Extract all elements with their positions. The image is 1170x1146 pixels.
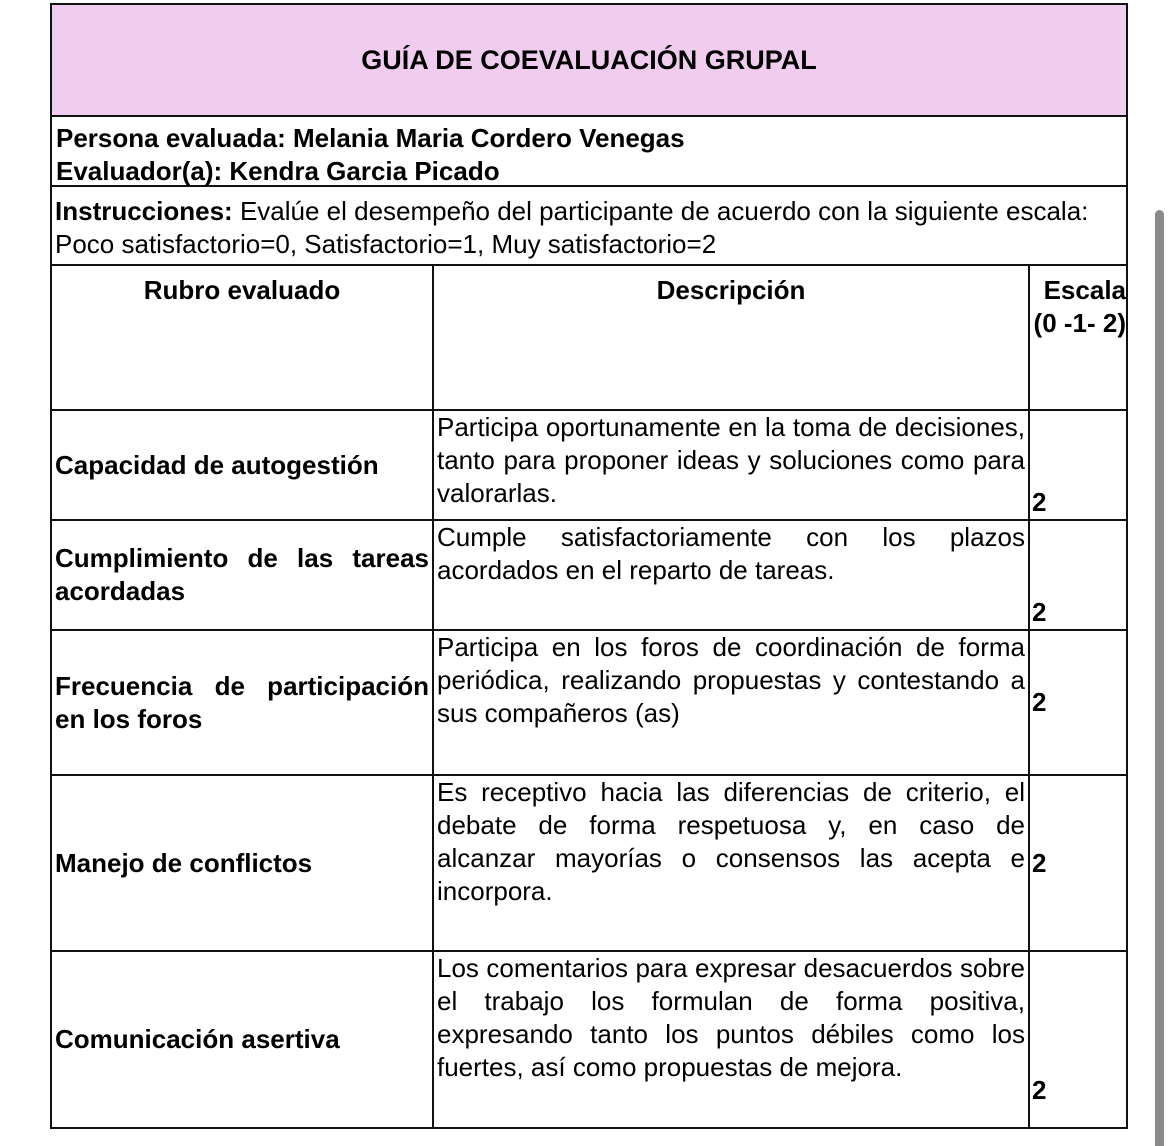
scale-cell: 2 [1029,951,1126,1127]
description-cell: Participa en los foros de coordinación de forma periódica, realizando propuestas y contestando a sus compañeros (as) [433,630,1029,775]
scale-cell: 2 [1029,630,1126,775]
description-cell: Cumple satisfactoriamente con los plazos acordados en el reparto de tareas. [433,520,1029,630]
evaluation-table [52,266,1126,1127]
rubro-cell: Manejo de conflictos [52,775,433,951]
table-row [52,520,1126,630]
rubro-cell: Cumplimiento de las tareas acordadas [52,520,433,630]
instructions [52,187,1126,266]
instructions-text: Evalúe el desempeño del participante de acuerdo con la siguiente escala: Poco satisfactorio=0, Satisfactorio=1, Muy satisfactorio=2 [55,196,1089,259]
scale-cell: 2 [1029,410,1126,520]
vertical-scrollbar[interactable] [1155,210,1164,1146]
rubro-cell: Frecuencia de participación en los foros [52,630,433,775]
description-cell: Es receptivo hacia las diferencias de criterio, el debate de forma respetuosa y, en caso de alcanzar mayorías o consensos las acepta e incorpora. [433,775,1029,951]
document-title: GUÍA DE COEVALUACIÓN GRUPAL [52,5,1126,117]
header-escala: Escala (0 -1- 2) [1029,266,1126,410]
evaluation-document [50,3,1128,1129]
persons-section [52,117,1126,187]
instructions-label: Instrucciones: [55,196,233,226]
scale-cell: 2 [1029,520,1126,630]
rubro-cell: Comunicación asertiva [52,951,433,1127]
table-row [52,630,1126,775]
table-row [52,775,1126,951]
scale-cell: 2 [1029,775,1126,951]
header-rubro: Rubro evaluado [52,266,433,410]
header-descripcion: Descripción [433,266,1029,410]
table-row [52,951,1126,1127]
table-row [52,410,1126,520]
evaluated-person: Persona evaluada: Melania Maria Cordero Venegas [56,123,685,153]
evaluator: Evaluador(a): Kendra Garcia Picado [56,156,500,186]
table-header-row [52,266,1126,410]
description-cell: Los comentarios para expresar desacuerdos sobre el trabajo los formulan de forma positiva, expresando tanto los puntos débiles como los fuertes, así como propuestas de mejora. [433,951,1029,1127]
rubro-cell: Capacidad de autogestión [52,410,433,520]
description-cell: Participa oportunamente en la toma de decisiones, tanto para proponer ideas y soluciones como para valorarlas. [433,410,1029,520]
